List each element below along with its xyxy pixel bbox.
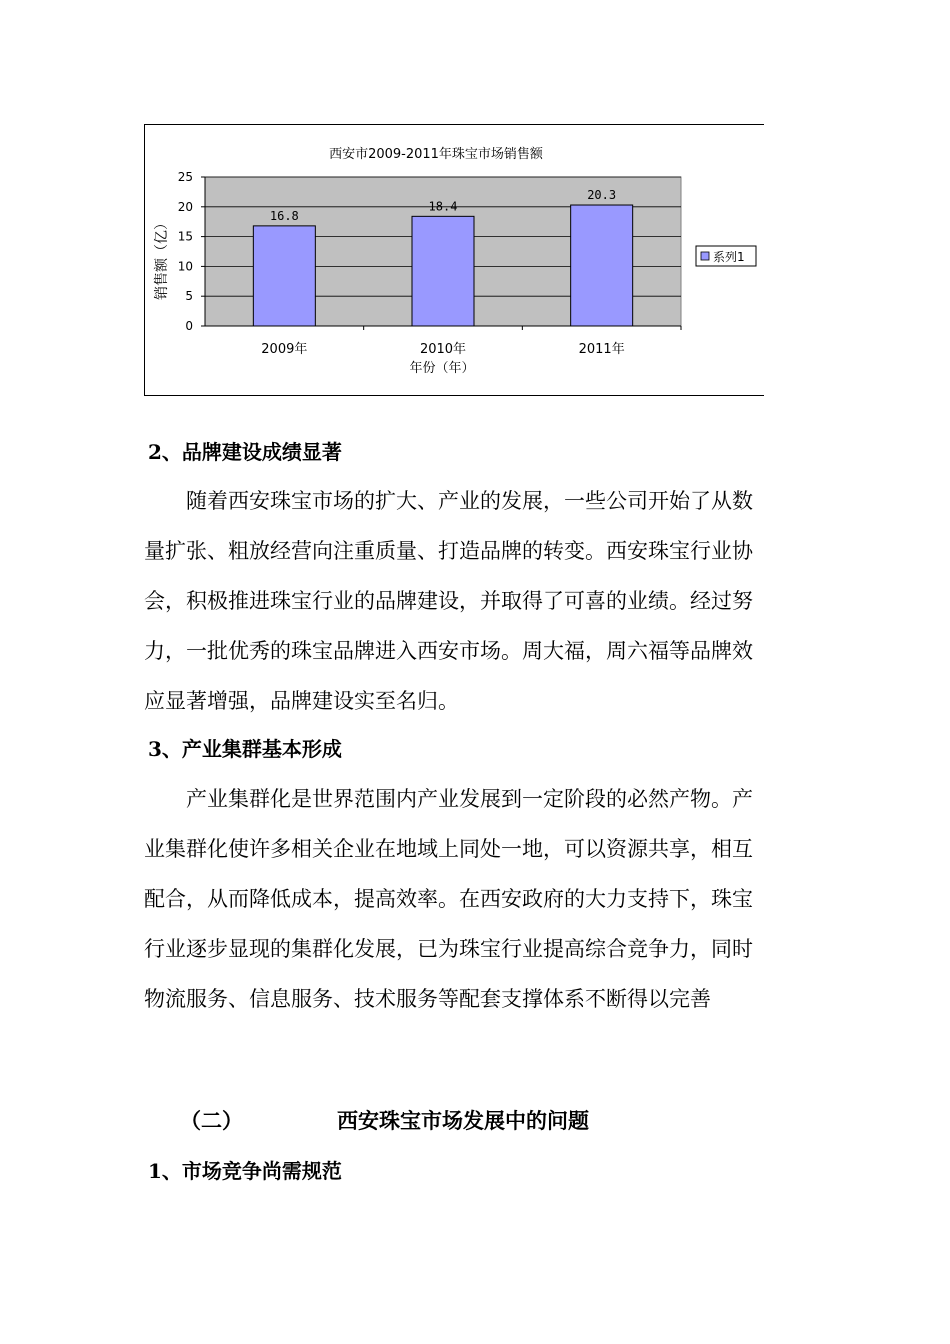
legend-label: 系列1 bbox=[713, 250, 745, 264]
cluster-line: 配合，从而降低成本，提高效率。在西安政府的大力支持下，珠宝 bbox=[144, 887, 753, 911]
cluster-line: 业集群化使许多相关企业在地域上同处一地，可以资源共享，相互 bbox=[144, 837, 753, 861]
y-tick-label: 10 bbox=[177, 259, 193, 274]
bar bbox=[571, 205, 633, 326]
bar-value-label: 16.8 bbox=[269, 208, 299, 223]
x-tick-label: 2010年 bbox=[419, 342, 467, 357]
bar bbox=[412, 216, 474, 326]
sales-chart bbox=[144, 124, 764, 396]
x-tick-label: 2011年 bbox=[578, 342, 625, 357]
brand-line: 随着西安珠宝市场的扩大、产业的发展，一些公司开始了从数 bbox=[186, 489, 753, 513]
cluster-line: 产业集群化是世界范围内产业发展到一定阶段的必然产物。产 bbox=[186, 787, 753, 811]
y-tick-label: 20 bbox=[177, 199, 193, 214]
bar-value-label: 20.3 bbox=[587, 188, 617, 203]
x-tick-label: 2009年 bbox=[261, 342, 308, 357]
bar bbox=[253, 226, 315, 326]
brand-line: 应显著增强，品牌建设实至名归。 bbox=[144, 689, 459, 713]
y-tick-label: 5 bbox=[185, 289, 193, 304]
brand-line: 会，积极推进珠宝行业的品牌建设，并取得了可喜的业绩。经过努 bbox=[144, 589, 753, 613]
brand-line: 力，一批优秀的珠宝品牌进入西安市场。周大福，周六福等品牌效 bbox=[144, 639, 753, 663]
y-tick-label: 15 bbox=[177, 229, 193, 244]
brand-paragraph bbox=[144, 476, 808, 726]
section-title: 西安珠宝市场发展中的问题 bbox=[337, 1108, 589, 1133]
cluster-line: 行业逐步显现的集群化发展，已为珠宝行业提高综合竞争力，同时 bbox=[144, 937, 753, 961]
x-axis-label: 年份（年） bbox=[409, 361, 475, 376]
bar-value-label: 18.4 bbox=[428, 199, 458, 214]
cluster-line: 物流服务、信息服务、技术服务等配套支撑体系不断得以完善 bbox=[144, 987, 711, 1011]
cluster-heading: 3、产业集群基本形成 bbox=[148, 737, 342, 761]
legend-swatch bbox=[701, 252, 709, 260]
problems-subheading: 1、市场竞争尚需规范 bbox=[148, 1159, 342, 1183]
brand-heading: 2、品牌建设成绩显著 bbox=[148, 440, 342, 464]
y-tick-label: 0 bbox=[185, 319, 193, 333]
cluster-paragraph bbox=[144, 774, 808, 1024]
brand-line: 量扩张、粗放经营向注重质量、打造品牌的转变。西安珠宝行业协 bbox=[144, 539, 753, 563]
y-tick-label: 25 bbox=[177, 170, 193, 184]
section-number: （二） bbox=[180, 1108, 243, 1133]
chart-title: 西安市2009-2011年珠宝市场销售额 bbox=[329, 147, 543, 162]
y-axis-label: 销售额（亿） bbox=[154, 216, 170, 300]
